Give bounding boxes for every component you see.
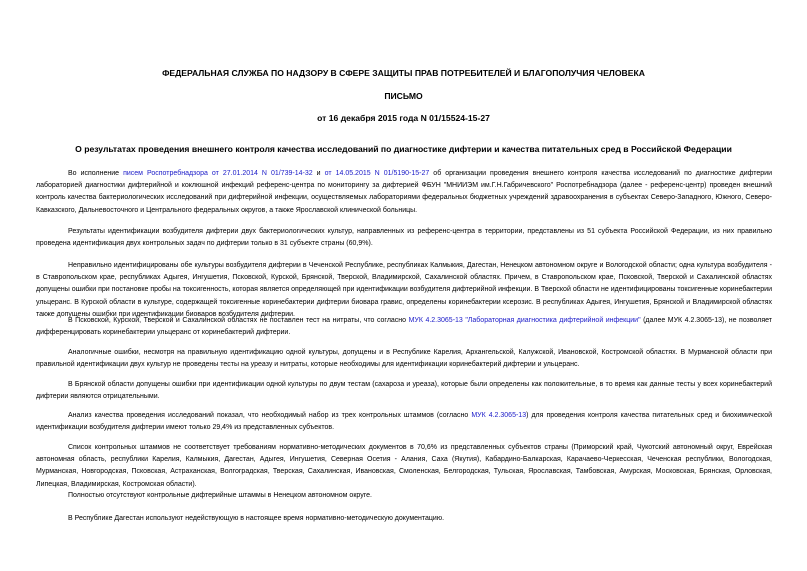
paragraph-1: Во исполнение писем Роспотребнадзора от 27.01.2014 N 01/739-14-32 и от 14.05.2015 N 01/5190-15-27 об организации проведения внешнего контроля качества исследований по диагностике дифтерии лабораторией диагностики дифтерийной и коклюшной инфекций референс-центра по мониторингу за дифтерией ФБУН "МНИИЭМ им.Г.Н.Габричевского" Роспотребнадзора (далее - референс-центр) проведен внешний контроль качества бактериологических исследований при дифтерийной инфекции, осуществляемых лабораториями федеральных бюджетных учреждений здравоохранения в субъектах Северо-Западного, Южного, Северо-Кавказского, Дальневосточного и Центрального федеральных округов, а также Ярославской клинической больницы. (36, 170, 773, 214)
document-type: ПИСЬМО (384, 91, 423, 101)
letter-link-2015[interactable]: от 14.05.2015 N 01/5190-15-27 (324, 170, 430, 177)
muk-link-2[interactable]: МУК 4.2.3065-13 (471, 412, 527, 419)
letter-link-2014[interactable]: писем Роспотребнадзора от 27.01.2014 N 01/739-14-32 (123, 170, 313, 177)
paragraph-6: В Брянской области допущены ошибки при идентификации одной культуры по двум тестам (сахароза и уреаза), которые были определены как положительные, в то время как данные тесты у всех коринебактерий дифтерии являются отрицательными. (36, 381, 772, 401)
paragraph-2: Результаты идентификации возбудителя дифтерии двух бактериологических культур, направленных из референс-центра в территории, представлены из 51 субъекта Российской Федерации, из них правильно проведена идентификация двух контрольных задач по дифтерии только в 31 субъекте страны (60,9%). (36, 228, 772, 248)
agency-heading: ФЕДЕРАЛЬНАЯ СЛУЖБА ПО НАДЗОРУ В СФЕРЕ ЗАЩИТЫ ПРАВ ПОТРЕБИТЕЛЕЙ И БЛАГОПОЛУЧИЯ ЧЕЛОВЕКА (162, 68, 645, 78)
paragraph-7: Анализ качества проведения исследований показал, что необходимый набор из трех контрольных штаммов (согласно МУК 4.2.3065-13) для проведения контроля качества питательных сред и биохимической идентификации возбудителя дифтерии имеют только 29,4% из представленных субъектов. (36, 412, 772, 432)
paragraph-8: Список контрольных штаммов не соответствует требованиям нормативно-методических документов в 70,6% из представленных субъектов страны (Приморский край, Чукотский автономный округ, Еврейская автономная область, республики Карелия, Калмыкия, Дагестан, Адыгея, Ингушетия, Северная Осетия - Алания, Саха (Якутия), Кабардино-Балкарская, Карачаево-Черкесская, Чеченская республики, Вологодская, Мурманская, Новгородская, Псковская, Астраханская, Волгоградская, Тверская, Сахалинская, Ивановская, Смоленская, Белгородская, Тульская, Ярославская, Тамбовская, Амурская, Московская, Брянская, Орловская, Липецкая, Владимирская, Костромская области). (36, 444, 772, 488)
paragraph-10: В Республике Дагестан используют недействующую в настоящее время нормативно-методическую документацию. (68, 515, 445, 522)
date-number: от 16 декабря 2015 года N 01/15524-15-27 (317, 113, 490, 123)
document-subject: О результатах проведения внешнего контроля качества исследований по диагностике дифтерии и качества питательных сред в Российской Федерации (75, 144, 732, 154)
paragraph-9: Полностью отсутствуют контрольные дифтерийные штаммы в Ненецком автономном округе. (68, 492, 372, 499)
muk-link[interactable]: МУК 4.2.3065-13 "Лабораторная диагностика дифтерийной инфекции" (408, 317, 641, 324)
paragraph-5: Аналогичные ошибки, несмотря на правильную идентификацию одной культуры, допущены и в Республике Карелия, Архангельской, Калужской, Ивановской, Костромской областях. В Мурманской области при правильной идентификации двух культур не проведены тесты на уреазу и нитраты, которые необходимы для идентификации коринебактерий дифтерии и ульцеранс. (36, 349, 772, 369)
paragraph-3: Неправильно идентифицированы обе культуры возбудителя дифтерии в Чеченской Республике, республиках Калмыкия, Дагестан, Ненецком автономном округе и Вологодской области; одна культура возбудителя - в Ставропольском крае, республиках Адыгея, Ингушетия, Псковской, Курской, Брянской, Тверской, Владимирской, Сахалинской областях. Причем, в Ставропольском крае, Псковской, Тверской и Сахалинской областях допущены ошибки при постановке пробы на токсигенность, которая является определяющей при идентификации возбудителя дифтерийной инфекции. В Тверской области не идентифицированы токсигенные коринебактерии ульцеранс. В Курской области в культуре, содержащей токсигенные коринебактерии дифтерии биовара гравис, определены коринебактерии ксерозис. В республиках Адыгея, Ингушетия, Брянской и Владимирской областях также допущены ошибки при идентификации биоваров возбудителя дифтерии. (36, 262, 772, 318)
paragraph-4: В Псковской, Курской, Тверской и Сахалинской областях не поставлен тест на нитраты, что согласно МУК 4.2.3065-13 "Лабораторная диагностика дифтерийной инфекции" (далее МУК 4.2.3065-13), не позволяет дифференцировать коринебактерии ульцеранс от коринебактерий дифтерии. (36, 317, 772, 337)
